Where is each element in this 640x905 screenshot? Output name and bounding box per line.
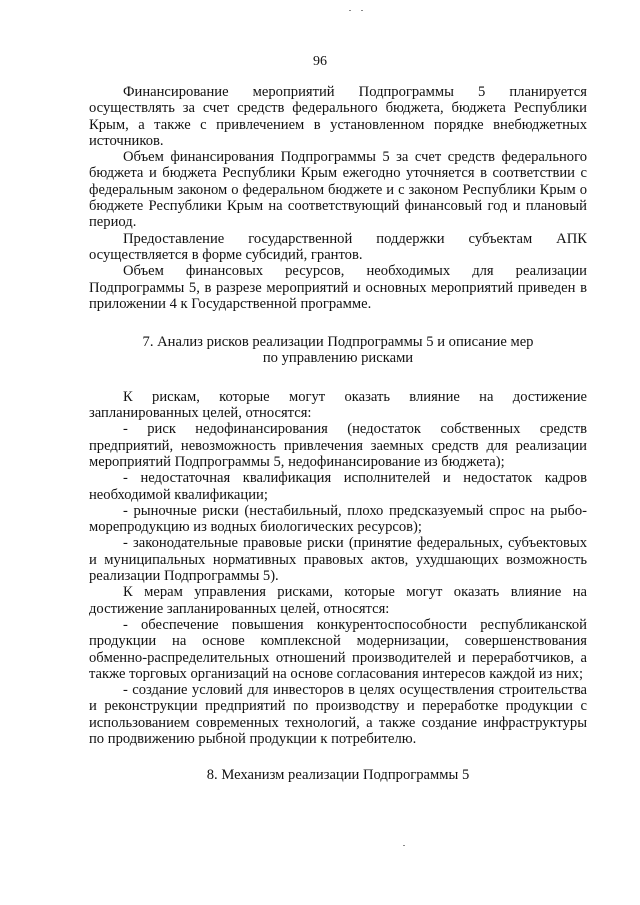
measure-item-competitiveness: - обеспечение повышения конкурентоспособности республиканской продукции на основе комплексной модернизации, совершенствования обменно-распределительных отношений производителей и переработчиков, а также торговых организаций на основе согласования интересов каждой из них; — [89, 616, 587, 682]
risk-item-market: - рыночные риски (нестабильный, плохо предсказуемый спрос на рыбо-морепродукцию из водных биологических ресурсов); — [89, 502, 587, 536]
paragraph-state-support: Предоставление государственной поддержки субъектам АПК осуществляется в форме субсидий, грантов. — [89, 230, 587, 263]
scan-speck — [403, 845, 405, 846]
paragraph-financing-sources: Финансирование мероприятий Подпрограммы 5 планируется осуществлять за счет средств федерального бюджета, бюджета Республики Крым, а также с привлечением в установленном порядке внебюджетных источников. — [89, 84, 587, 149]
scan-speck — [349, 10, 351, 11]
document-body — [89, 84, 587, 806]
page-number: 96 — [313, 54, 327, 69]
paragraph-measures-intro: К мерам управления рисками, которые могут оказать влияние на достижение запланированных целей, относятся: — [89, 584, 587, 617]
section-8-title: 8. Механизм реализации Подпрограммы 5 — [206, 767, 470, 784]
paragraph-risks-intro: К рискам, которые могут оказать влияние на достижение запланированных целей, относятся: — [89, 388, 587, 422]
paragraph-financial-resources: Объем финансовых ресурсов, необходимых для реализации Подпрограммы 5, в разрезе мероприятий и основных мероприятий приведен в приложении 4 к Государственной программе. — [89, 263, 587, 312]
paragraph-financing-volume: Объем финансирования Подпрограммы 5 за счет средств федерального бюджета и бюджета Республики Крым ежегодно уточняется в соответствии с федеральным законом о федеральном бюджете и с законом Республики Крым о бюджете Республики Крым на соответствующий финансовый год и плановый период. — [89, 149, 587, 231]
risk-item-legislative: - законодательные правовые риски (принятие федеральных, субъектовых и муниципальных нормативных правовых актов, ухудшающих возможность реализации Подпрограммы 5). — [89, 535, 587, 585]
section-7-title-line-1: 7. Анализ рисков реализации Подпрограммы 5 и описание мер — [142, 334, 534, 351]
section-8-heading — [89, 767, 587, 783]
section-7-heading — [89, 334, 587, 367]
scan-speck — [361, 10, 363, 11]
section-7-title-line-2: по управлению рисками — [262, 350, 414, 367]
measure-item-investors: - создание условий для инвесторов в целях осуществления строительства и реконструкции предприятий по производству и переработке продукции с использованием современных технологий, а также создание инфраструктуры по продвижению рыбной продукции к потребителю. — [89, 682, 587, 747]
risk-item-underfunding: - риск недофинансирования (недостаток собственных средств предприятий, невозможность привлечения заемных средств для реализации мероприятий Подпрограммы 5, недофинансирование из бюджета); — [89, 421, 587, 470]
risk-item-qualification: - недостаточная квалификация исполнителей и недостаток кадров необходимой квалификации; — [89, 470, 587, 503]
